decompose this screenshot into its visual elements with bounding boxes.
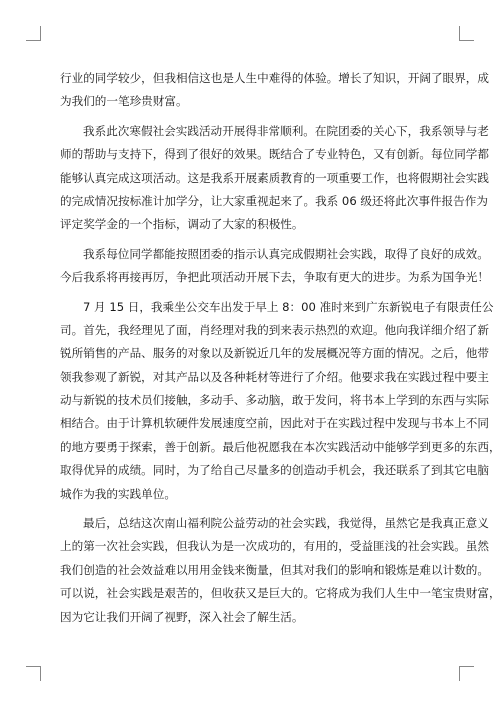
- text-line: 7 月 15 日，我乘坐公交车出发于早上 8：00 准时来到广东新锐电子有限责任公: [83, 299, 494, 314]
- text-line: 动与新锐的技术员们接触，多动手、多动脑，敢于发问，将书本上学到的东西与实际: [60, 393, 489, 408]
- paragraph: [60, 67, 489, 114]
- text-line: 我系此次寒假社会实践活动开展得非常顺利。在院团委的关心下，我系领导与老: [83, 123, 489, 138]
- crop-mark-bottom-right: [459, 666, 474, 681]
- text-line: 上的第一次社会实践，但我认为是一次成功的，有用的，受益匪浅的社会实践。虽然: [60, 539, 489, 554]
- text-line: 为我们的一笔珍贵财富。: [60, 94, 188, 109]
- text-line: 评定奖学金的一个指标，调动了大家的积极性。: [60, 217, 304, 232]
- crop-mark-bottom-left: [26, 666, 41, 681]
- text-line: 的完成情况按标准计加学分，让大家重视起来了。我系 06 级还将此次事件报告作为: [60, 193, 488, 208]
- text-line: 取得优异的成绩。同时，为了给自己尽量多的创造动手机会，我还联系了到其它电脑: [60, 463, 489, 478]
- crop-mark-top-right: [459, 26, 474, 41]
- text-line: 城作为我的实践单位。: [60, 486, 176, 501]
- text-line: 我们创造的社会效益难以用用金钱来衡量，但其对我们的影响和锻炼是难以计数的。: [60, 562, 489, 577]
- paragraph: [60, 296, 501, 507]
- text-line: 领我参观了新锐，对其产品以及各种耗材等进行了介绍。他要求我在实践过程中要主: [60, 369, 489, 384]
- text-line: 锐所销售的产品、服务的对象以及新锐近几年的发展概况等方面的情况。之后，他带: [60, 346, 489, 361]
- text-line: 我系每位同学都能按照团委的指示认真完成假期社会实践，取得了良好的成效。: [83, 246, 489, 261]
- text-line: 相结合。由于计算机软硬件发展速度空前，因此对于在实践过程中发现与书本上不同: [60, 416, 489, 431]
- text-line: 最后，总结这次南山福利院公益劳动的社会实践，我觉得，虽然它是我真正意义: [83, 516, 489, 531]
- paragraph: [60, 243, 489, 290]
- text-line: 因为它让我们开阔了视野，深入社会了解生活。: [60, 609, 304, 624]
- text-line: 的地方要勇于探索，善于创新。最后他祝愿我在本次实践活动中能够学到更多的东西，: [60, 439, 501, 454]
- text-line: 师的帮助与支持下，得到了很好的效果。既结合了专业特色，又有创新。每位同学都: [60, 147, 489, 162]
- crop-mark-top-left: [26, 26, 41, 41]
- document-body: [60, 67, 501, 635]
- paragraph: [60, 512, 501, 629]
- text-line: 可以说，社会实践是艰苦的，但收获又是巨大的。它将成为我们人生中一笔宝贵财富，: [60, 586, 501, 601]
- text-line: 能够认真完成这项活动。这是我系开展素质教育的一项重要工作，也将假期社会实践: [60, 170, 489, 185]
- text-line: 行业的同学较少，但我相信这也是人生中难得的体验。增长了知识，开阔了眼界，成: [60, 71, 489, 85]
- text-line: 司。首先，我经理见了面，肖经理对我的到来表示热烈的欢迎。他向我详细介绍了新: [60, 322, 489, 337]
- paragraph: [60, 120, 489, 237]
- text-line: 今后我系将再接再厉，争把此项活动开展下去，争取有更大的进步。为系为国争光！: [60, 270, 489, 285]
